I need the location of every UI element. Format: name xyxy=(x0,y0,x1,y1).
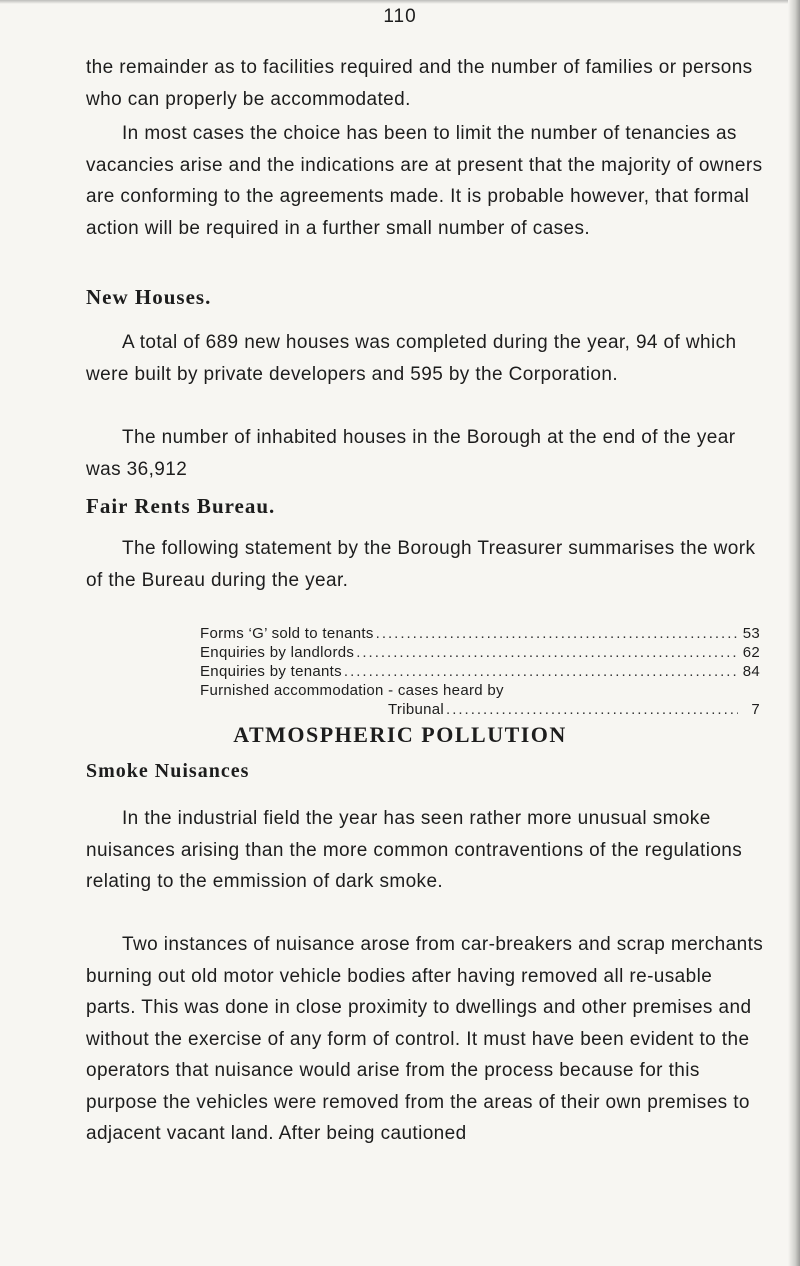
leader-dots xyxy=(374,624,738,643)
stat-label: Tribunal xyxy=(388,701,445,718)
stat-value: 62 xyxy=(742,644,760,661)
fair-rents-statistics xyxy=(200,624,760,719)
heading-smoke-nuisances: Smoke Nuisances xyxy=(86,760,250,782)
stat-row xyxy=(200,681,760,700)
page-top-edge xyxy=(0,0,800,4)
stat-row xyxy=(200,624,760,643)
leader-dots xyxy=(354,643,738,662)
stat-label: Forms ‘G’ sold to tenants xyxy=(200,625,374,642)
stat-row xyxy=(200,662,760,681)
leader-dots xyxy=(342,662,738,681)
page-right-edge xyxy=(788,0,800,1266)
paragraph-treasurer-statement: The following statement by the Borough Treasurer summarises the work of the Bureau during the year. xyxy=(86,538,756,591)
stat-label: Enquiries by landlords xyxy=(200,644,355,661)
paragraph-tenancies: In most cases the choice has been to limit the number of tenancies as vacancies arise and the indications are at present that the majority of owners are conforming to the agreements made. It is probable however, that formal action will be required in a further small number of cases. xyxy=(86,123,763,239)
paragraph-new-houses-total: A total of 689 new houses was completed during the year, 94 of which were built by private developers and 595 by the Corporation. xyxy=(86,332,737,385)
stat-row xyxy=(200,643,760,662)
stat-value: 7 xyxy=(751,701,760,718)
paragraph-car-breakers: Two instances of nuisance arose from car-breakers and scrap merchants burning out old motor vehicle bodies after having removed all re-usable parts. This was done in close proximity to dwellings and other premises and without the exercise of any form of control. It must have been evident to the operators that nuisance would arise from the process because for this purpose the vehicles were removed from the areas of their own premises to adjacent vacant land. After being cautioned xyxy=(86,934,764,1144)
stat-label: Enquiries by tenants xyxy=(200,663,342,680)
stat-row-continuation xyxy=(200,700,760,719)
page-number: 110 xyxy=(383,6,417,27)
heading-fair-rents-bureau: Fair Rents Bureau. xyxy=(86,494,276,518)
paragraph-inhabited-houses: The number of inhabited houses in the Borough at the end of the year was 36,912 xyxy=(86,427,736,480)
stat-label: Furnished accommodation - cases heard by xyxy=(200,682,504,699)
heading-new-houses: New Houses. xyxy=(86,285,212,309)
heading-atmospheric-pollution: ATMOSPHERIC POLLUTION xyxy=(233,722,567,747)
paragraph-industrial-field: In the industrial field the year has seen rather more unusual smoke nuisances arising than the more common contraventions of the regulations relating to the emmission of dark smoke. xyxy=(86,808,743,892)
paragraph-remainder: the remainder as to facilities required and the number of families or persons who can properly be accommodated. xyxy=(86,57,753,110)
stat-value: 53 xyxy=(742,625,760,642)
leader-dots xyxy=(444,700,738,719)
stat-value: 84 xyxy=(742,663,760,680)
